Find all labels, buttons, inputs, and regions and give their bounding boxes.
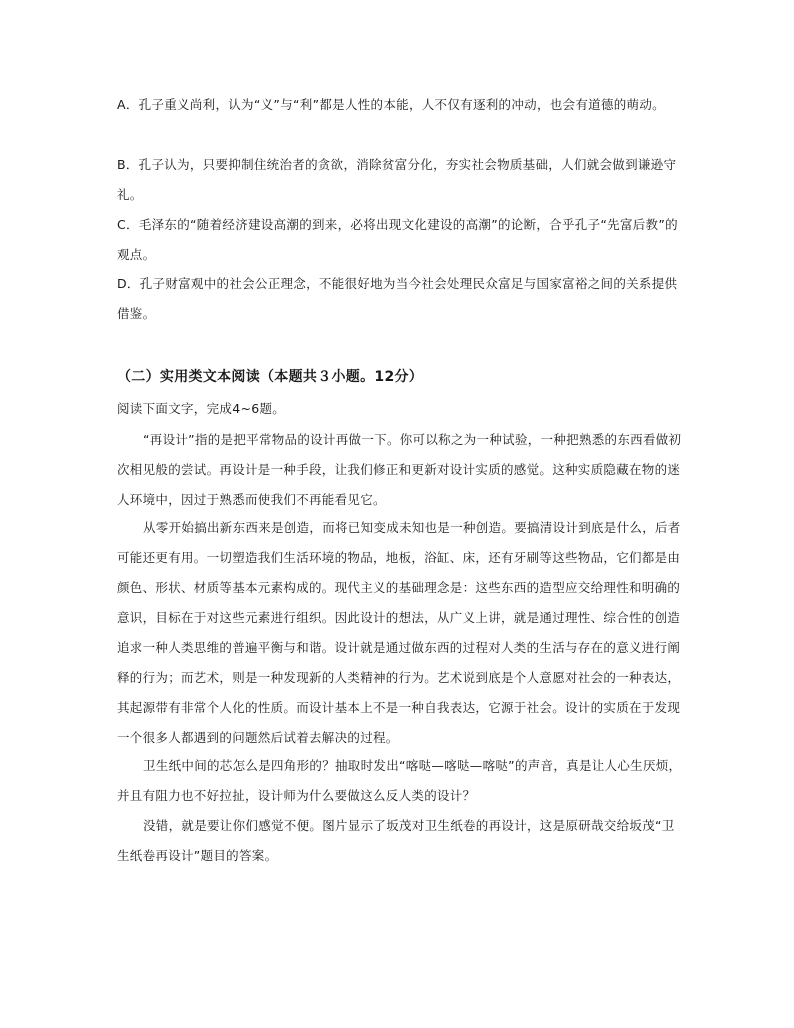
option-a: A．孔子重义尚利，认为“义”与“利”都是人性的本能，人不仅有逐利的冲动，也会有道德的萌动。 bbox=[117, 97, 665, 112]
option-d: D．孔子财富观中的社会公正理念，不能很好地为当今社会处理民众富足与国家富裕之间的关系提供借鉴。 bbox=[117, 276, 678, 321]
option-c: C．毛泽东的“随着经济建设高潮的到来，必将出现文化建设的高潮”的论断，合乎孔子“先富后教”的观点。 bbox=[117, 217, 678, 262]
paragraph-2: 从零开始搞出新东西来是创造，而将已知变成未知也是一种创造。要搞清设计到底是什么，后者可能还更有用。一切塑造我们生活环境的物品，地板，浴缸、床，还有牙刷等这些物品，它们都是由颜色、形状、材质等基本元素构成的。现代主义的基础理念是：这些东西的造型应交给理性和明确的意识，目标在于对这些元素进行组织。因此设计的想法，从广义上讲，就是通过理性、综合性的创造追求一种人类思维的普遍平衡与和谐。设计就是通过做东西的过程对人类的生活与存在的意义进行阐释的行为；而艺术，则是一种发现新的人类精神的行为。艺术说到底是个人意愿对社会的一种表达，其起源带有非常个人化的性质。而设计基本上不是一种自我表达，它源于社会。设计的实质在于发现一个很多人都遇到的问题然后试着去解决的过程。 bbox=[117, 520, 681, 745]
paragraph-4: 没错，就是要让你们感觉不便。图片显示了坂茂对卫生纸卷的再设计，这是原研哉交给坂茂“卫生纸卷再设计”题目的答案。 bbox=[117, 818, 675, 863]
section-heading: （二）实用类文本阅读（本题共３小题。12分） bbox=[117, 369, 424, 385]
option-b: B．孔子认为，只要抑制住统治者的贪欲，消除贫富分化，夯实社会物质基础，人们就会做到谦逊守礼。 bbox=[117, 157, 677, 202]
paragraph-3: 卫生纸中间的芯怎么是四角形的？抽取时发出“喀哒—喀哒—喀哒”的声音，真是让人心生厌烦，并且有阻力也不好拉扯，设计师为什么要做这么反人类的设计？ bbox=[117, 758, 682, 803]
paragraph-1: “再设计”指的是把平常物品的设计再做一下。你可以称之为一种试验，一种把熟悉的东西看做初次相见般的尝试。再设计是一种手段，让我们修正和更新对设计实质的感觉。这种实质隐藏在物的迷人环境中，因过于熟悉而使我们不再能看见它。 bbox=[117, 432, 682, 507]
instruction-text: 阅读下面文字，完成4~6题。 bbox=[117, 401, 286, 416]
